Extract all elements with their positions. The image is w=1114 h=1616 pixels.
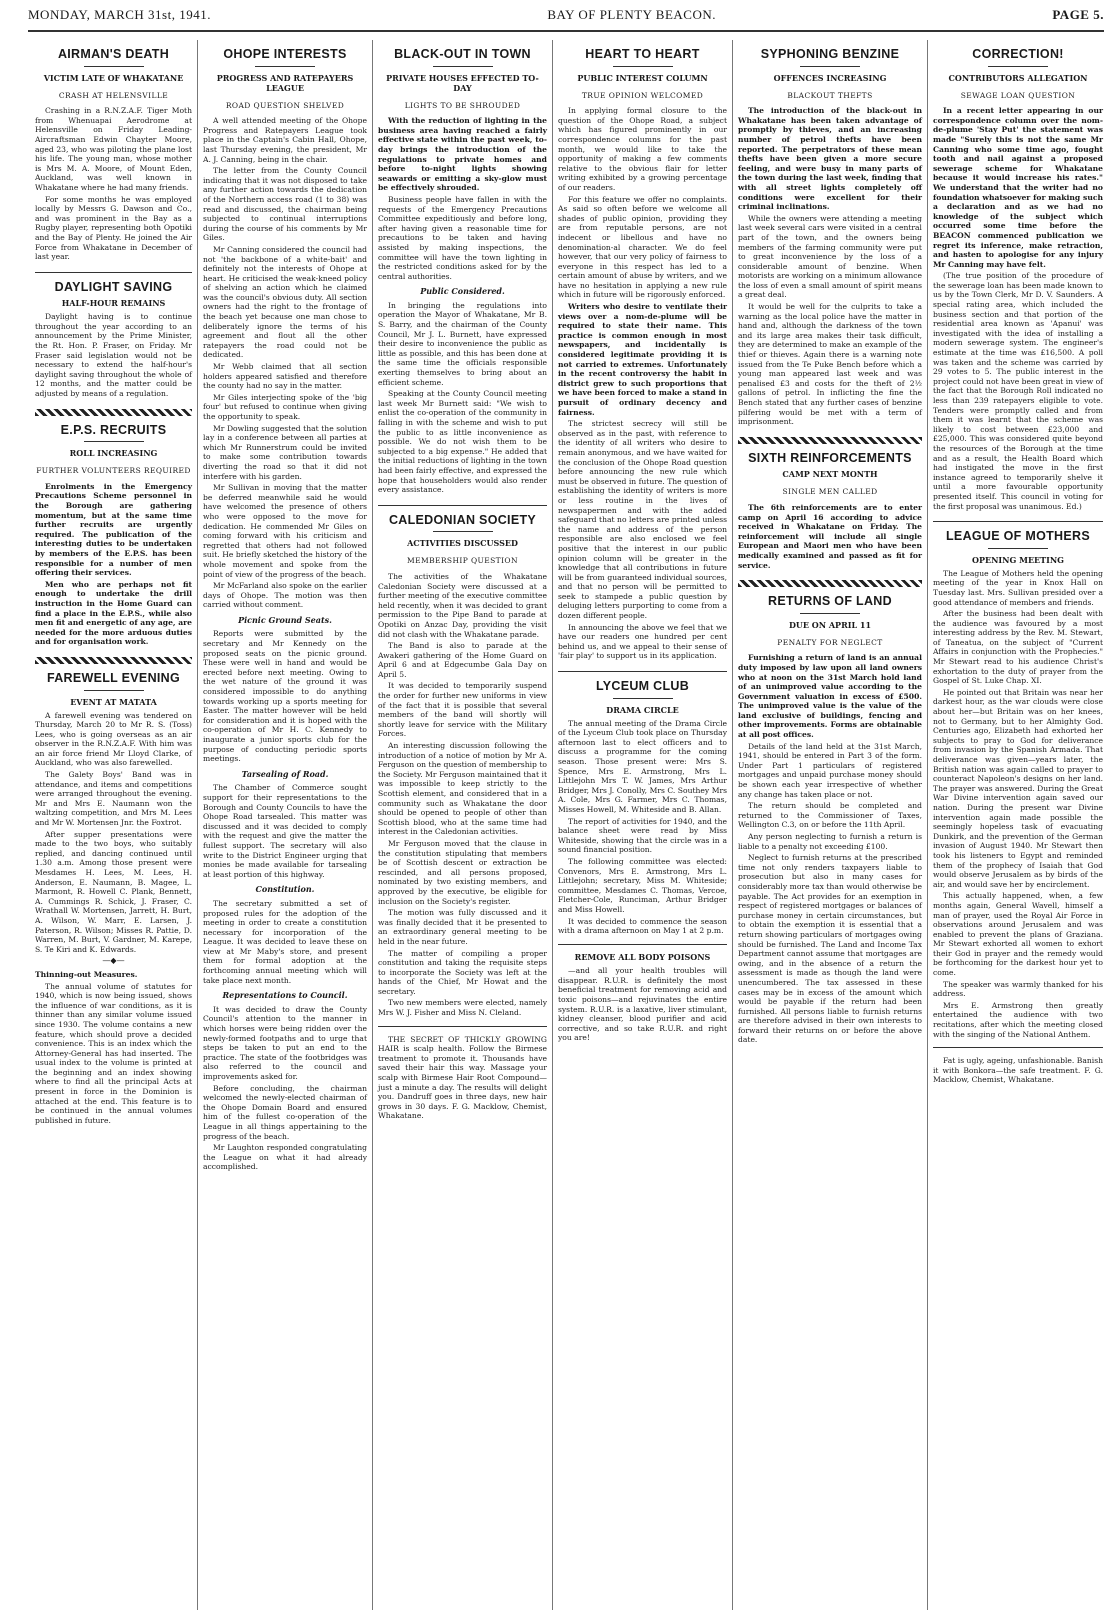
- subhead: HALF-HOUR REMAINS: [61, 298, 166, 309]
- paragraph: A well attended meeting of the Ohope Progress and Ratepayers League took place in the Captain's Cabin Hall, Ohope, last Thursday evening, the president, Mr A. J. Canning, being in the chair.: [203, 116, 367, 164]
- divider: [933, 521, 1103, 522]
- subhead: FURTHER VOLUNTEERS REQUIRED: [36, 466, 191, 476]
- subhead: OFFENCES INCREASING: [773, 72, 887, 83]
- paragraph: Mrs E. Armstrong then greatly entertained the audience with two recitations, after which the meeting closed with the singing of the National Anthem.: [933, 1000, 1103, 1039]
- paragraph: The annual meeting of the Drama Circle of the Lyceum Club took place on Thursday afternoon last to elect officers and to discuss a programme for the coming season. Those present were: Mrs S. Spence, Mrs E. Armstrong, Mrs L. Littlejohn Mrs T. W. James, Mrs Arthur Bridger, Mrs J. Conolly, Mrs C. Southey Mrs A. Cole, Mrs G. Farmer, Mrs C. Thomas, Misses Howell, M. Whiteside and B. Allan.: [558, 718, 727, 814]
- lead-paragraph: With the reduction of lighting in the business area having reached a fairly effective state within the past week, to-day brings the introduction of the regulations to private homes and before to-night lights showing seawards or emitting a sky-glow must be effectively shrouded.: [378, 116, 547, 193]
- section-heading: Tarsealing of Road.: [241, 768, 329, 779]
- paragraph: Reports were submitted by the secretary and Mr Kennedy on the proposed seats on the picnic ground. These were well in hand and would be erected before next meeting. Owing to the wet nature of the ground it was considered impossible to do anything towards working up a sports meeting for Easter. The matter however will be held for consideration and it is hoped with the co-operation of Mr H. C. Kennedy to inaugurate a junior sports club for the purpose of conducting periodic sports meetings.: [203, 629, 367, 764]
- headline: LEAGUE OF MOTHERS: [946, 529, 1090, 544]
- paragraph: In announcing the above we feel that we have our readers one hundred per cent behind us, and we appeal to their sense of 'fair play' to support us in its application.: [558, 622, 727, 661]
- lead-paragraph: In a recent letter appearing in our correspondence column over the nom-de-plume 'Stay Put' the statement was made "Surely this is not the same Mr Canning who some time ago, fought tooth and nail against a proposed sewerage scheme for Whakatane because it would increase his rates." We understand that the writer had no foundation whatsoever for making such a declaration and as we had no knowledge of the subject which occurred some time before the BEACON commenced publication we regret its inference, make retraction, and hasten to apologise for any injury Mr Canning may have felt.: [933, 106, 1103, 269]
- divider: [84, 66, 144, 67]
- divider: [84, 441, 144, 442]
- article-caledonian-society: [378, 512, 547, 1018]
- headline: Thinning-out Measures.: [35, 969, 138, 979]
- headline: LYCEUM CLUB: [595, 679, 690, 694]
- headline: FAREWELL EVENING: [46, 670, 181, 685]
- subhead: ROAD QUESTION SHELVED: [225, 100, 345, 110]
- advertisement: —and all your health troubles will disappear. R.U.R. is definitely the most beneficial treatment for removing acid and toxic poisons—and rejuvinates the entire system. R.U.R. is a laxative, liver stimulant, kidney cleanser, blood purifier and acid corrective, and so take R.U.R. and right you are!: [558, 966, 727, 1043]
- subhead: DRAMA CIRCLE: [606, 704, 679, 715]
- divider: [84, 690, 144, 691]
- ornament-divider: [35, 409, 192, 416]
- bold-paragraph: Writers who desire to ventilate their views over a nom-de-plume will be required to state their name. This practice is common enough in most newspapers, and incidentally is considered legitimate providing it is not carried to extremes. Unfortunately in the recent controversy the habit in district grew to such proportions that we have been forced to make a stand in pursuit of ordinary decency and fairness.: [558, 302, 727, 417]
- column-5: [733, 40, 928, 1610]
- article-farewell-evening: [35, 670, 192, 954]
- paragraph: Any person neglecting to furnish a return is liable to a penalty not exceeding £100.: [738, 832, 922, 851]
- subhead: DUE ON APRIL 11: [788, 619, 872, 630]
- column-3: [373, 40, 553, 1610]
- divider: [800, 613, 860, 614]
- page-number: PAGE 5.: [1052, 7, 1104, 22]
- headline: BLACK-OUT IN TOWN: [394, 47, 531, 61]
- paragraph: The motion was fully discussed and it was finally decided that it be presented to an extraordinary general meeting to be held in the near future.: [378, 908, 547, 946]
- headline: CALEDONIAN SOCIETY: [388, 512, 537, 527]
- headline: CORRECTION!: [972, 47, 1064, 61]
- article-ohope-interests: [203, 47, 367, 1172]
- paragraph: The speaker was warmly thanked for his address.: [933, 979, 1103, 999]
- issue-date: MONDAY, MARCH 31st, 1941.: [28, 7, 211, 22]
- divider: [558, 671, 727, 672]
- paragraph: After the business had been dealt with the audience was favoured by a most interesting address by the Rev. M. Stewart, of Taneatua, on the subject of "Current Affairs in conjunction with the Prophecies." Mr Stewart read to his audience Christ's exhortation to the duty of prayer from the Gospel of St. Luke Chap. XI.: [933, 609, 1103, 686]
- subhead: PENALTY FOR NEGLECT: [777, 637, 883, 647]
- paragraph: Details of the land held at the 31st March, 1941, should be entered in Part 3 of the form. Under Part 1 particulars of registered mortgages and unpaid purchase money should be shown each year irrespective of whether any change has taken place or not.: [738, 741, 922, 799]
- paragraph: Mr McFarland also spoke on the earlier days of Ohope. The motion was then carried without comment.: [203, 581, 367, 610]
- columns: [30, 40, 1108, 1610]
- paragraph: Mr Canning considered the council had not 'the backbone of a white-bait' and definitely not the interests of Ohope at heart. He criticised the weak-kneed policy of shelving an action which he claimed was the council's obvious duty. All section owners had the right to the frontage of the beach yet because one man chose to deliberately ignore the terms of his agreement and flout all the other ratepayers the road could not be dedicated.: [203, 244, 367, 360]
- subhead: LIGHTS TO BE SHROUDED: [404, 100, 521, 110]
- divider: [800, 66, 860, 67]
- article-syphoning-benzine: [738, 47, 922, 427]
- article-sixth-reinforcements: [738, 450, 922, 570]
- ornament-divider: [738, 580, 922, 587]
- paragraph: The activities of the Whakatane Caledonian Society were discussed at a further meeting of the executive committee held recently, when it was decided to grant permission to the Pipe Band to parade at Opotiki on Anzac Day, providing the visit did not clash with the Whakatane parade.: [378, 571, 547, 639]
- subhead: ACTIVITIES DISCUSSED: [407, 538, 518, 549]
- article-black-out: [378, 47, 547, 495]
- subhead: TRUE OPINION WELCOMED: [581, 90, 704, 100]
- ornament-icon: —◆—: [102, 956, 125, 966]
- ornament-divider: [738, 437, 922, 444]
- divider: [613, 66, 673, 67]
- divider: [988, 548, 1048, 549]
- paragraph: In applying formal closure to the question of the Ohope Road, a subject which has figured prominently in our correspondence columns for the past month, we would like to take the opportunity of making a few comments relative to the obvious flair for letter writing exhibited by a growing percentage of our readers.: [558, 106, 727, 192]
- divider: [35, 272, 192, 273]
- paragraph: Mr Dowling suggested that the solution lay in a conference between all parties at which Mr Runnerstrum could be invited to make some contribution towards diverting the road so that it did not interfere with his garden.: [203, 423, 367, 481]
- paragraph: The League of Mothers held the opening meeting of the year in Knox Hall on Tuesday last. Mrs. Sullivan presided over a good attendance of members and friends.: [933, 568, 1103, 607]
- column-4: [553, 40, 733, 1610]
- paragraph: (The true position of the procedure of the sewerage loan has been made known to us by the Town Clerk, Mr D. V. Saunders. A special rating area, which included the business section and that portion of the residential area known as 'Apanui' was investigated with the idea of installing a modern sewerage system. The engineer's estimate at the time was £16,500. A poll was taken and the scheme was carried by 29 votes to 5. The public interest in the project could not have been great in view of the fact that the Borough Roll indicated no less than 239 ratepayers eligible to vote. Tenders were promptly called and from them it was learnt that the scheme was likely to cost between £23,000 and £25,000. This was considered quite beyond the resources of the Borough at the time and as a result, the Health Board which had instigated the move in the first instance agreed to temporarily shelve it until a more favourable opportunity presented itself. This council in voting for the first proposal was unanimous. Ed.): [933, 271, 1103, 511]
- advertisement: Fat is ugly, ageing, unfashionable. Banish it with Bonkora—the safe treatment. F. G. Macklow, Chemist, Whakatane.: [933, 1056, 1103, 1085]
- headline: SIXTH REINFORCEMENTS: [748, 450, 912, 465]
- article-lyceum-club: [558, 679, 727, 936]
- paragraph: Mr Laughton responded congratulating the League on what it had already accomplished.: [203, 1143, 367, 1172]
- paragraph: The return should be completed and returned to the Commissioner of Taxes, Wellington C.3, on or before the 11th April.: [738, 801, 922, 830]
- paragraph: The matter of compiling a proper constitution and taking the requisite steps to incorporate the Society was left at the hands of the Chief, Mr Howat and the secretary.: [378, 948, 547, 996]
- article-thinning-out: [35, 970, 192, 1126]
- paragraph: This actually happened, when, a few months again, General Wavell, himself a man of prayer, used the Royal Air Force in observations around Jerusalem and was enabled to prevent the plans of Graziana. Mr Stewart exhorted all women to exhort their God in prayer and the remedy would be forthcoming for the darkest hour yet to come.: [933, 891, 1103, 978]
- lead-paragraph: Furnishing a return of land is an annual duty imposed by law upon all land owners who at noon on the 31st March hold land of an unimproved value according to the Government valuation in excess of £500. The unimproved value is the value of the land exclusive of buildings, fencing and other improvements. Forms are obtainable at all post offices.: [738, 653, 922, 740]
- section-heading: Constitution.: [255, 884, 315, 895]
- headline: OHOPE INTERESTS: [223, 47, 347, 61]
- paper-title: BAY OF PLENTY BEACON.: [547, 7, 716, 22]
- subhead: CRASH AT HELENSVILLE: [58, 90, 169, 100]
- paragraph: Mr Ferguson moved that the clause in the constitution stipulating that members be of Scottish descent or extraction be rescinded, and all persons proposed, nominated by two existing members, and approved by the executive, be eligible for inclusion on the Society's register.: [378, 838, 547, 906]
- paragraph: He pointed out that Britain was near her darkest hour, as the war clouds were close about her—but Britain was on her knees, not to Germany, but to her Almighty God. Centuries ago, Elizabeth had exhorted her subjects to pray to God for deliverance from invasion by the Spanish Armada. That deliverance was given—years later, the British nation was again called to prayer to counteract Napoleon's designs on her land. The prayer was answered. During the Great War Divine intervention again saved our nation. During the present war Divine intervention again made possible the seemingly hopeless task of evacuating Dunkirk, and the prevention of the German invasion of August 1940. Mr Stewart then took his listeners to Egypt and reminded them of the prophecy of Isaiah that God would observe Jerusalem as by birds of the air, and would save her by encirclement.: [933, 687, 1103, 889]
- lead-paragraph: The 6th reinforcements are to enter camp on April 16 according to advice received in Whakatane on Friday. The reinforcement will include all single European and Maori men who have been medically examined and passed as fit for service.: [738, 502, 922, 570]
- article-daylight-saving: [35, 279, 192, 399]
- paragraph: It was decided to temporarily suspend the order for further new uniforms in view of the fact that it is possible that several members of the band will shortly will shortly leave for service with the Military Forces.: [378, 681, 547, 739]
- subhead: MEMBERSHIP QUESTION: [407, 556, 518, 566]
- paragraph: Daylight having is to continue throughout the year according to an announcement by the Prime Minister, the Rt. Hon. P. Fraser, on Friday. Mr Fraser said legislation would not be necessary to extend the half-hour's daylight saving throughout the whole of 12 months, and the matter could be adjusted by means of a regulation.: [35, 312, 192, 399]
- subhead: VICTIM LATE OF WHAKATANE: [43, 72, 184, 83]
- subhead: PUBLIC INTEREST COLUMN: [577, 72, 708, 83]
- paragraph: The strictest secrecy will still be observed as in the past, with reference to the identity of all writers who desire to remain anonymous, and we have waited for the conclusion of the Ohope Road question before announcing the new rule which must be observed in future. The question of establishing the identity of writers is more or less routine in the lives of newspapermen and with the added safeguard that no letters are printed unless the name and address of the person responsible are also enclosed we feel positive that the interest in our public opinion column will be greater in the knowledge that all contributions in future will be from guaranteed individual sources, and that no person will be permitted to seek to stampede a public question by deluging letters purporting to come from a dozen different people.: [558, 419, 727, 621]
- paragraph: While the owners were attending a meeting last week several cars were visited in a central part of the town, and the owners being members of the farming community were put to great inconvenience by the loss of a considerable amount of benzine. When motorists are working on a minimum allowance the loss of even a small amount of spirit means a great deal.: [738, 213, 922, 300]
- article-returns-of-land: [738, 594, 922, 1045]
- paragraph: For this feature we offer no complaints. As said so often before we welcome all shades of public opinion, providing they are from reputable persons, are not indecent or libellous and have no denomination-al character. We do feel however, that our very policy of fairness to everyone in this respect has led to a certain amount of abuse by writers, and we have no hesitation in applying a new rule which in future will be rigorously enforced.: [558, 194, 727, 300]
- section-heading: Public Considered.: [420, 286, 505, 297]
- divider: [433, 531, 493, 532]
- paragraph: After supper presentations were made to the two boys, who suitably replied, and dancing continued until 1.30 a.m. Among those present were Mesdames H. Lees, M. Lees, H. Anderson, E. Naumann, B. Magee, L. Marmont, R. Howell C. Plank, Bennett, A. Cummings R. Schick, J. Fraser, C. Wrathall W. Mortensen, Jarrett, H. Burt, A. Wilson, W. Marr, E. Larsen, J. Paterson, R. Wilson; Misses R. Pattie, D. Warren, M. Burt, V. Gardner, M. Karepe, S. Te Kiri and K. Edwards.: [35, 829, 192, 954]
- paragraph: The letter from the County Council indicating that it was not disposed to take any further action towards the dedication of the Northern access road (1 to 38) was read and discussed, the chairman being subjected to continual interruptions during the course of his comments by Mr Giles.: [203, 166, 367, 243]
- divider: [558, 944, 727, 945]
- lead-paragraph: The introduction of the black-out in Whakatane has been taken advantage of promptly by thieves, and an increasing number of petrol thefts have been reported. The perpetrators of these mean thefts have been given a more secure feeling, and were busy in many parts of the town during the last week, finding that with all street lights completely off conditions were excellent for their criminal inclinations.: [738, 106, 922, 212]
- paragraph: The report of activities for 1940, and the balance sheet were read by Miss Whiteside, showing that the circle was in a sound financial position.: [558, 816, 727, 855]
- subhead: ROLL INCREASING: [69, 448, 158, 459]
- section-heading: Representations to Council.: [222, 990, 348, 1001]
- subhead: OPENING MEETING: [972, 554, 1064, 565]
- paragraph: Men who are perhaps not fit enough to undertake the drill instruction in the Home Guard can find a place in the E.P.S., while also men fit and energetic of any age, are needed for the more arduous duties and for organisation work.: [35, 579, 192, 647]
- divider: [433, 66, 493, 67]
- paragraph: An interesting discussion following the introduction of a notice of motion by Mr A. Ferguson on the question of membership to the Society. Mr Ferguson maintained that it was impossible to keep strictly to the Scottish element, and considered that in a community such as Whakatane the door should be opened to people of other than Scottish blood, who at the same time had interest in the Caledonian activities.: [378, 741, 547, 837]
- subhead: PROGRESS AND RATEPAYERS LEAGUE: [216, 72, 354, 93]
- paragraph: A farewell evening was tendered on Thursday, March 20 to Mr R. S. (Toss) Lees, who is going overseas as an air observer in the R.N.Z.A.F. With him was an air force friend Mr Lloyd Clarke, of Auckland, who was also farewelled.: [35, 710, 192, 768]
- paragraph: The Chamber of Commerce sought support for their representations to the Borough and County Councils to have the Ohope Road tarsealed. This matter was discussed and it was decided to comply with the request and give the matter the fullest support. The secretary will also write to the District Engineer urging that monies be made available for tarsealing at least portion of this highway.: [203, 783, 367, 879]
- paragraph: Mr Giles interjecting spoke of the 'big four' but refused to continue when giving the opportunity to speak.: [203, 392, 367, 421]
- headline: E.P.S. RECRUITS: [60, 422, 167, 437]
- article-heart-to-heart: [558, 47, 727, 661]
- paragraph: The annual volume of statutes for 1940, which is now being issued, shows the influence of war conditions, as it is thinner than any similar volume issued since 1930. The volume contains a new feature, which should prove a decided convenience. This is an index which the Attorney-General has had inserted. The usual index to the volume is printed at the beginning and an index showing where to find all the principal Acts at present in force in the Dominion is attached at the end. This feature is to be continued in the annual volumes published in future.: [35, 981, 192, 1125]
- headline: DAYLIGHT SAVING: [54, 279, 173, 294]
- paragraph: Mr Webb claimed that all section holders appeared satisfied and therefore the county had no say in the matter.: [203, 362, 367, 391]
- paragraph: Business people have fallen in with the requests of the Emergency Precautions Committee expeditiously and before long, after having given a reasonable time for precautions to be taken and having assisted by making inspections, the committee will have the town lighting in the restricted conditions asked for by the central authorities.: [378, 194, 547, 281]
- article-correction: [933, 47, 1103, 511]
- paragraph: Neglect to furnish returns at the prescribed time not only renders taxpayers liable to prosecution but also in many cases for considerably more tax than would otherwise be payable. The Act provides for an exemption in respect of registered mortgages or balances of purchase money in certain circumstances, but to obtain the exemption it is essential that a return showing particulars of mortgages owing should be furnished. The Land and Income Tax Department cannot assume that mortgages are owing, and in the absence of a return the assessment is made as though the land were unencumbered. The tax assessed in these cases may be in excess of the amount which would be payable if the return had been furnished. All persons liable to furnish returns are therefore advised in their own interests to forward their returns on or before the above date.: [738, 853, 922, 1045]
- paragraph: It would be well for the culprits to take a warning as the local police have the matter in hand and, although the darkness of the town and its large area makes their task difficult, they are determined to make an example of the thief or thieves. Again there is a warning note issued from the Te Puke Bench before which a young man appeared last week and was penalised £3 and costs for the theft of 2½ gallons of petrol. In inflicting the fine the Bench stated that any further cases of benzine pilfering would be met with a term of imprisonment.: [738, 302, 922, 427]
- paragraph: Before concluding, the chairman welcomed the newly-elected chairman of the Ohope Domain Board and ensured him of the fullest co-operation of the League in all things appertaining to the progress of the beach.: [203, 1083, 367, 1141]
- divider: [613, 698, 673, 699]
- paragraph: Crashing in a R.N.Z.A.F. Tiger Moth from Whenuapai Aerodrome at Helensville on Friday Leading-Aircraftsman Edwin Chayter Moore, aged 23, who was piloting the plane lost his life. The young man, whose mother is Mrs M. A. Moore, of Mount Eden, Auckland, was well known in Whakatane where he had many friends.: [35, 106, 192, 192]
- subhead: CAMP NEXT MONTH: [782, 469, 878, 480]
- paragraph: Speaking at the County Council meeting last week Mr Burnett said: "We wish to enlist the co-operation of the community in falling in with the scheme and wish to put the public to as little inconvenience as possible. We do not wish them to be subjected to a big expense." He added that the initial reductions of lighting in the town had been fairly effective, and expressed the hope that householders would also render every assistance.: [378, 389, 547, 495]
- divider: [378, 505, 547, 506]
- article-eps-recruits: [35, 422, 192, 647]
- paragraph: It was decided to commence the season with a drama afternoon on May 1 at 2 p.m.: [558, 916, 727, 936]
- paragraph: Two new members were elected, namely Mrs W. J. Fisher and Miss N. Cleland.: [378, 998, 547, 1018]
- subhead: SINGLE MEN CALLED: [782, 487, 878, 497]
- paragraph: The Band is also to parade at the Awakeri gathering of the Home Guard on April 6 and at Edgecumbe Gala Day on April 5.: [378, 641, 547, 679]
- headline: RETURNS OF LAND: [768, 594, 892, 609]
- subhead: EVENT AT MATATA: [70, 696, 157, 707]
- subhead: BLACKOUT THEFTS: [787, 90, 873, 100]
- paragraph: The secretary submitted a set of proposed rules for the adoption of the meeting in order to create a constitution necessary for incorporation of the League. It was decided to leave these on view at Mr Maby's store, and present them for formal adoption at the forthcoming annual meeting which will take place next month.: [203, 898, 367, 985]
- section-heading: Picnic Ground Seats.: [238, 614, 332, 625]
- paragraph: The Galety Boys' Band was in attendance, and items and competitions were arranged throughout the evening. Mr and Mrs E. Naumann won the waltzing competition, and Mrs M. Lees and Mr W. Mortensen Jnr. the Foxtrot.: [35, 770, 192, 828]
- divider: [933, 1047, 1103, 1048]
- paragraph: The following committee was elected: Convenors, Mrs E. Armstrong, Mrs L. Littlejohn; secretary, Miss M. Whiteside; committee, Mesdames C. Thomas, Vercoe, Fletcher-Cole, Runciman, Arthur Bridger and Miss Howell.: [558, 856, 727, 914]
- paragraph: In bringing the regulations into operation the Mayor of Whakatane, Mr B. S. Barry, and the chairman of the County Council, Mr J. L. Burnett, have expressed their desire to inconvenience the public as little as possible, and this has been done at the same time the officials responsible exerting themselves to bring about an efficient scheme.: [378, 300, 547, 387]
- column-1: [30, 40, 198, 1610]
- paragraph: For some months he was employed locally by Messrs G. Dawson and Co., and was prominent in the Bay as a Rugby player, representing both Opotiki and the Bay of Plenty. He joined the Air Force from Whakatane in December of last year.: [35, 194, 192, 262]
- paragraph: Mr Sullivan in moving that the matter be deferred meanwhile said he would have welcomed the presence of others who were opposed to the move for dedication. He commended Mr Giles on coming forward with his criticism and regretted that others had not followed suit. He briefly sketched the history of the whole movement and spoke from the point of view of the progress of the beach.: [203, 483, 367, 579]
- paragraph: Enrolments in the Emergency Precautions Scheme personnel in the Borough are gathering momentum, but at the same time further recruits are urgently required. The publication of the interesting duties to be undertaken by members of the E.P.S. has been responsible for a number of men offering their services.: [35, 481, 192, 578]
- divider: [378, 1026, 547, 1027]
- headline: SYPHONING BENZINE: [760, 47, 900, 61]
- subhead: SEWAGE LOAN QUESTION: [960, 90, 1076, 100]
- column-2: [198, 40, 373, 1610]
- headline: AIRMAN'S DEATH: [57, 47, 170, 61]
- subhead: PRIVATE HOUSES EFFECTED TO-DAY: [386, 72, 539, 93]
- masthead: [28, 0, 1104, 32]
- article-league-of-mothers: [933, 529, 1103, 1039]
- subhead: CONTRIBUTORS ALLEGATION: [948, 72, 1088, 83]
- article-airmans-death: [35, 47, 192, 262]
- ornament-divider: [35, 657, 192, 664]
- advertisement-title: REMOVE ALL BODY POISONS: [574, 951, 711, 962]
- column-6: [928, 40, 1108, 1610]
- advertisement: THE SECRET OF THICKLY GROWING HAIR is scalp health. Follow the Birmese treatment to promote it. Thousands have saved their hair this way. Massage your scalp with Birmese Hair Root Compound—just a minute a day. The results will delight you. Dandruff goes in three days, new hair grows in 30 days. F. G. Macklow, Chemist, Whakatane.: [378, 1034, 547, 1121]
- divider: [255, 66, 315, 67]
- paragraph: It was decided to draw the County Council's attention to the manner in which horses were being ridden over the newly-formed footpaths and to urge that steps be taken to put an end to the practice. The state of the footbridges was also referred to the council and improvements asked for.: [203, 1004, 367, 1081]
- headline: HEART TO HEART: [585, 47, 700, 61]
- divider: [988, 66, 1048, 67]
